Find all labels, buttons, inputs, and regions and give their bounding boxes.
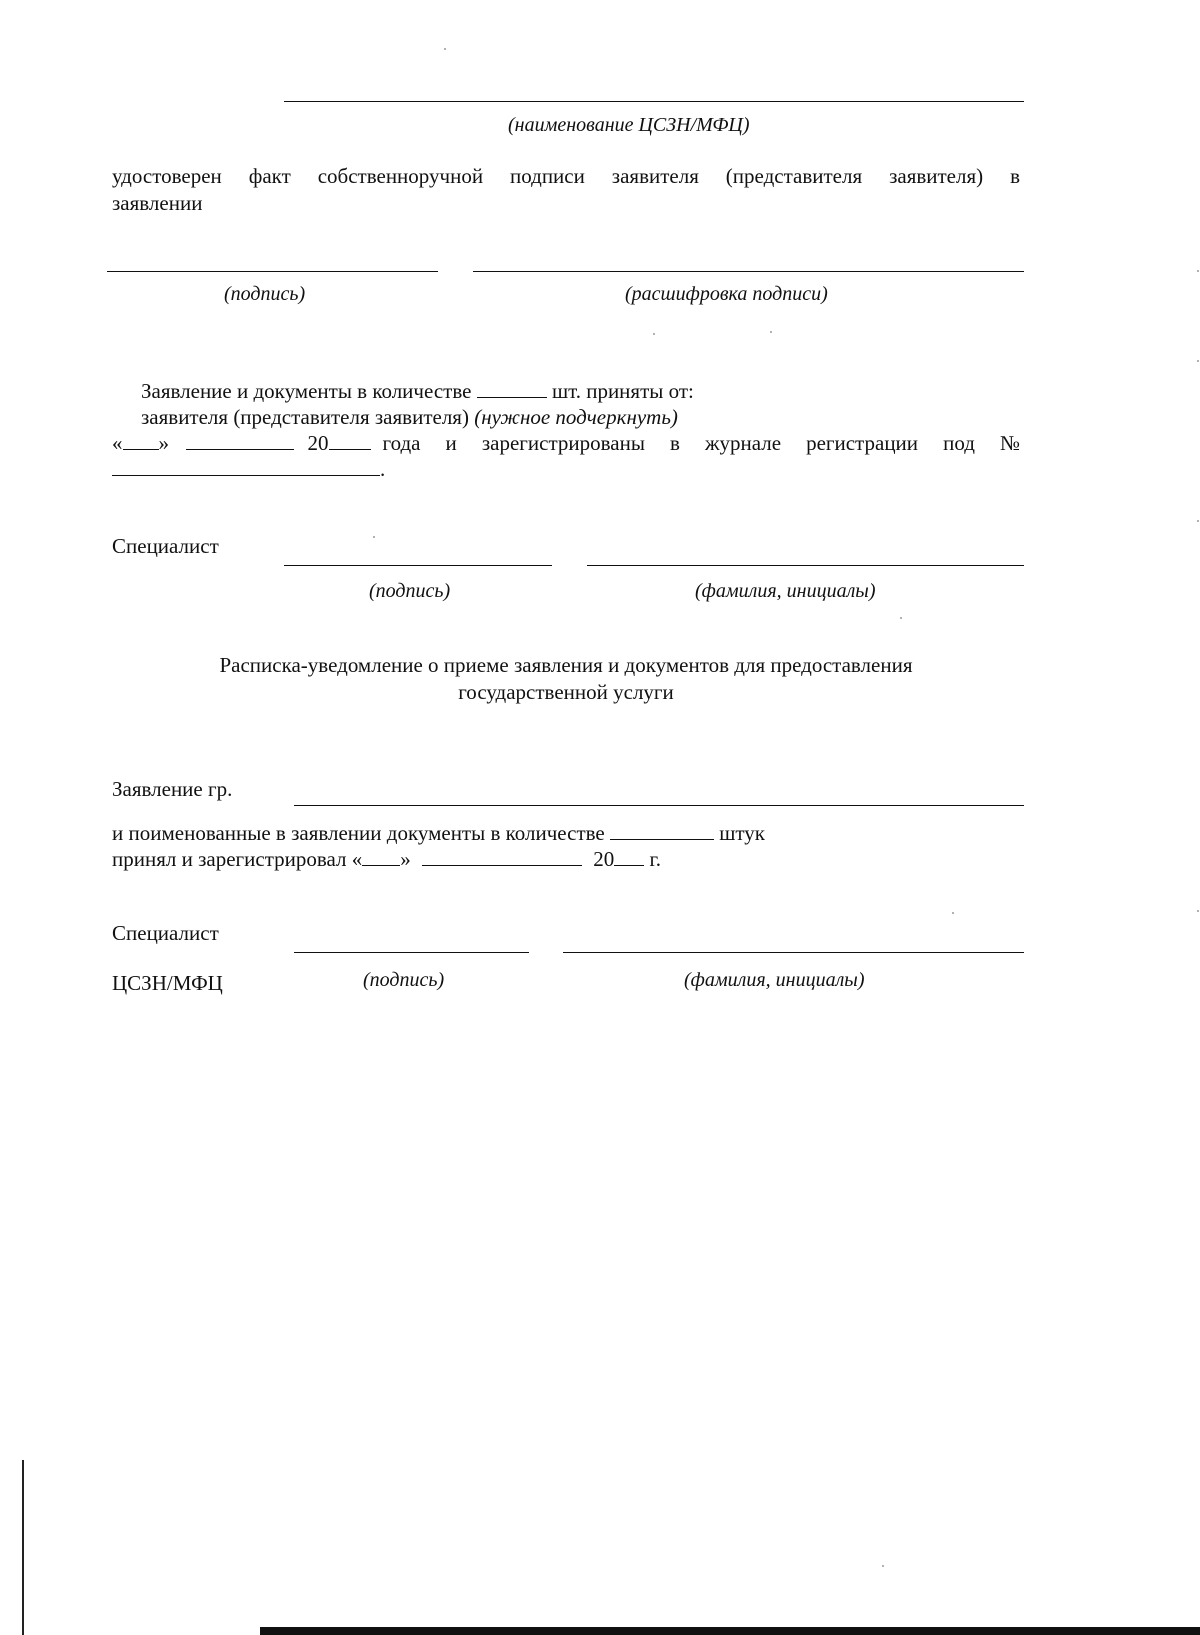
receipt-reg-close-quote: » xyxy=(400,847,411,871)
receipt-docs-line xyxy=(112,820,765,846)
specialist2-signature-caption: (подпись) xyxy=(363,969,445,991)
specialist1-name-caption: (фамилия, инициалы) xyxy=(695,580,876,602)
scan-left-edge xyxy=(22,1460,24,1635)
scan-speck xyxy=(952,912,954,914)
specialist2-signature-line xyxy=(294,952,529,953)
acceptance-date-group xyxy=(112,430,371,456)
specialist1-label: Специалист xyxy=(112,534,219,558)
month-blank xyxy=(186,431,294,450)
receipt-year-blank xyxy=(614,847,644,866)
specialist1-name-line xyxy=(587,565,1024,566)
applicant-label: Заявление гр. xyxy=(112,777,233,801)
applicant-name-line xyxy=(294,805,1024,806)
year-prefix: 20 xyxy=(307,431,329,455)
acceptance-line2 xyxy=(141,404,678,430)
acceptance-line2-text: заявителя (представителя заявителя) xyxy=(141,405,469,429)
org-name-line xyxy=(284,101,1024,102)
scan-speck xyxy=(653,333,655,335)
scan-speck xyxy=(882,1565,884,1567)
receipt-count-blank xyxy=(610,821,714,840)
specialist2-org-label: ЦСЗН/МФЦ xyxy=(112,971,223,995)
acceptance-line1-text: Заявление и документы в количестве xyxy=(141,379,472,403)
org-name-caption: (наименование ЦСЗН/МФЦ) xyxy=(508,114,750,136)
acceptance-underline-note: (нужное подчеркнуть) xyxy=(474,405,678,429)
receipt-year-prefix: 20 xyxy=(593,847,615,871)
registration-number-blank xyxy=(112,457,380,476)
certification-text-line1: удостоверен факт собственноручной подписи заявителя (представителя заявителя) в xyxy=(112,164,1020,188)
certification-text-line2: заявлении xyxy=(112,191,203,215)
specialist2-label: Специалист xyxy=(112,921,219,945)
day-blank xyxy=(123,431,159,450)
scan-speck xyxy=(1197,360,1199,362)
scan-speck xyxy=(1197,520,1199,522)
receipt-year-suffix: г. xyxy=(649,847,661,871)
year-blank xyxy=(329,431,371,450)
receipt-registration-line xyxy=(112,846,661,872)
receipt-title-line1: Расписка-уведомление о приеме заявления и документов для предоставления xyxy=(219,653,913,677)
acceptance-line4 xyxy=(112,456,385,482)
specialist2-name-line xyxy=(563,952,1024,953)
specialist1-signature-line xyxy=(284,565,552,566)
scan-speck xyxy=(373,536,375,538)
receipt-month-blank xyxy=(422,847,582,866)
certification-decoding-caption: (расшифровка подписи) xyxy=(625,283,828,305)
scan-bottom-edge xyxy=(260,1627,1200,1635)
acceptance-registration-text: года и зарегистрированы в журнале регистрации под № xyxy=(382,431,1020,455)
specialist1-signature-caption: (подпись) xyxy=(369,580,451,602)
date-open-quote: « xyxy=(112,431,123,455)
scan-speck xyxy=(1197,910,1199,912)
scan-speck xyxy=(1197,270,1199,272)
receipt-title-line2: государственной услуги xyxy=(458,680,674,704)
certification-signature-caption: (подпись) xyxy=(224,283,306,305)
receipt-day-blank xyxy=(362,847,400,866)
acceptance-line1 xyxy=(141,378,694,404)
receipt-reg-text: принял и зарегистрировал « xyxy=(112,847,363,871)
scan-speck xyxy=(900,617,902,619)
date-close-quote: » xyxy=(158,431,169,455)
scan-speck xyxy=(444,48,446,50)
specialist2-name-caption: (фамилия, инициалы) xyxy=(684,969,865,991)
scan-speck xyxy=(770,331,772,333)
receipt-docs-unit: штук xyxy=(719,821,766,845)
acceptance-line3 xyxy=(112,430,1020,456)
receipt-docs-text: и поименованные в заявлении документы в количестве xyxy=(112,821,605,845)
document-count-blank xyxy=(477,379,547,398)
certification-decoding-line xyxy=(473,271,1024,272)
certification-signature-line xyxy=(107,271,438,272)
registration-number-end: . xyxy=(380,457,386,481)
acceptance-line1-suffix: шт. приняты от: xyxy=(551,379,694,403)
